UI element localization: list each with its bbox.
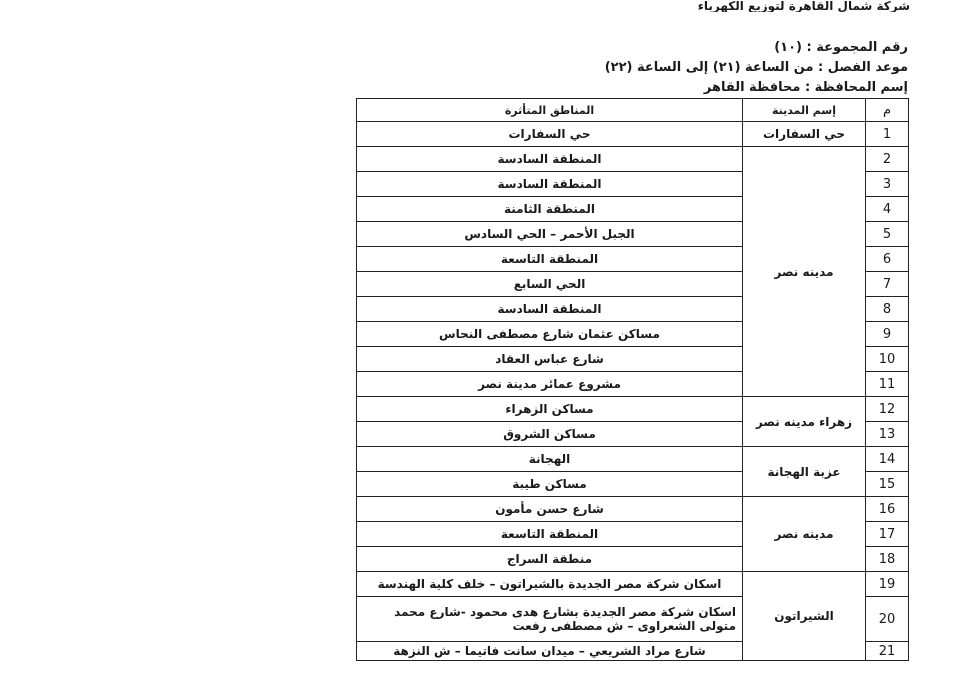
row-number: 16	[866, 497, 909, 522]
area-cell: مساكن طيبة	[357, 472, 743, 497]
area-cell: شارع عباس العقاد	[357, 347, 743, 372]
row-number: 18	[866, 547, 909, 572]
area-cell: اسكان شركة مصر الجديدة بشارع هدى محمود -شارع محمد متولى الشعراوى – ش مصطفى رفعت	[357, 597, 743, 642]
area-cell: مساكن الزهراء	[357, 397, 743, 422]
area-cell: شارع حسن مأمون	[357, 497, 743, 522]
row-number: 6	[866, 247, 909, 272]
area-cell: الحي السابع	[357, 272, 743, 297]
area-cell: مشروع عمائر مدينة نصر	[357, 372, 743, 397]
table-row	[357, 122, 909, 147]
row-number: 9	[866, 322, 909, 347]
table-row	[357, 447, 909, 472]
row-number: 10	[866, 347, 909, 372]
area-cell: المنطقة السادسة	[357, 297, 743, 322]
row-number: 7	[866, 272, 909, 297]
row-number: 14	[866, 447, 909, 472]
area-cell: المنطقة التاسعة	[357, 247, 743, 272]
row-number: 1	[866, 122, 909, 147]
area-cell: المنطقة الثامنة	[357, 197, 743, 222]
area-cell: الجبل الأحمر – الحي السادس	[357, 222, 743, 247]
area-cell: شارع مراد الشريعي – ميدان سانت فاتيما – ش النزهة	[357, 642, 743, 661]
row-number: 11	[866, 372, 909, 397]
area-cell: منطقة السراج	[357, 547, 743, 572]
schedule-info	[605, 38, 908, 98]
row-number: 13	[866, 422, 909, 447]
area-cell: المنطقة السادسة	[357, 172, 743, 197]
row-number: 17	[866, 522, 909, 547]
governorate-name: إسم المحافظة : محافظة القاهر	[703, 80, 908, 95]
area-cell: اسكان شركة مصر الجديدة بالشيراتون – خلف كلية الهندسة	[357, 572, 743, 597]
row-number: 19	[866, 572, 909, 597]
area-cell: حي السفارات	[357, 122, 743, 147]
area-cell: مساكن الشروق	[357, 422, 743, 447]
area-cell: مساكن عثمان شارع مصطفى النحاس	[357, 322, 743, 347]
area-cell: المنطقة السادسة	[357, 147, 743, 172]
row-number: 8	[866, 297, 909, 322]
row-number: 3	[866, 172, 909, 197]
city-cell: مدينه نصر	[743, 497, 866, 572]
header-areas: المناطق المتأثرة	[357, 99, 743, 122]
table-row	[357, 572, 909, 597]
row-number: 21	[866, 642, 909, 661]
header-city: إسم المدينة	[743, 99, 866, 122]
row-number: 5	[866, 222, 909, 247]
table-row	[357, 497, 909, 522]
city-cell: حي السفارات	[743, 122, 866, 147]
row-number: 15	[866, 472, 909, 497]
area-cell: الهجانة	[357, 447, 743, 472]
table-header-row	[357, 99, 909, 122]
cutoff-time: موعد الفصل : من الساعة (٢١) إلى الساعة (٢٢)	[604, 60, 908, 75]
row-number: 12	[866, 397, 909, 422]
city-cell: مدينه نصر	[743, 147, 866, 397]
group-number: رقم المجموعة : (١٠)	[774, 40, 908, 55]
city-cell: عزبة الهجانة	[743, 447, 866, 497]
table-row	[357, 147, 909, 172]
company-header: شركة شمال القاهرة لتوزيع الكهرباء	[697, 0, 910, 12]
row-number: 2	[866, 147, 909, 172]
header-num: م	[866, 99, 909, 122]
city-cell: زهراء مدينه نصر	[743, 397, 866, 447]
row-number: 4	[866, 197, 909, 222]
city-cell: الشيراتون	[743, 572, 866, 661]
area-cell: المنطقة التاسعة	[357, 522, 743, 547]
affected-areas-table	[356, 98, 909, 661]
row-number: 20	[866, 597, 909, 642]
table-row	[357, 397, 909, 422]
